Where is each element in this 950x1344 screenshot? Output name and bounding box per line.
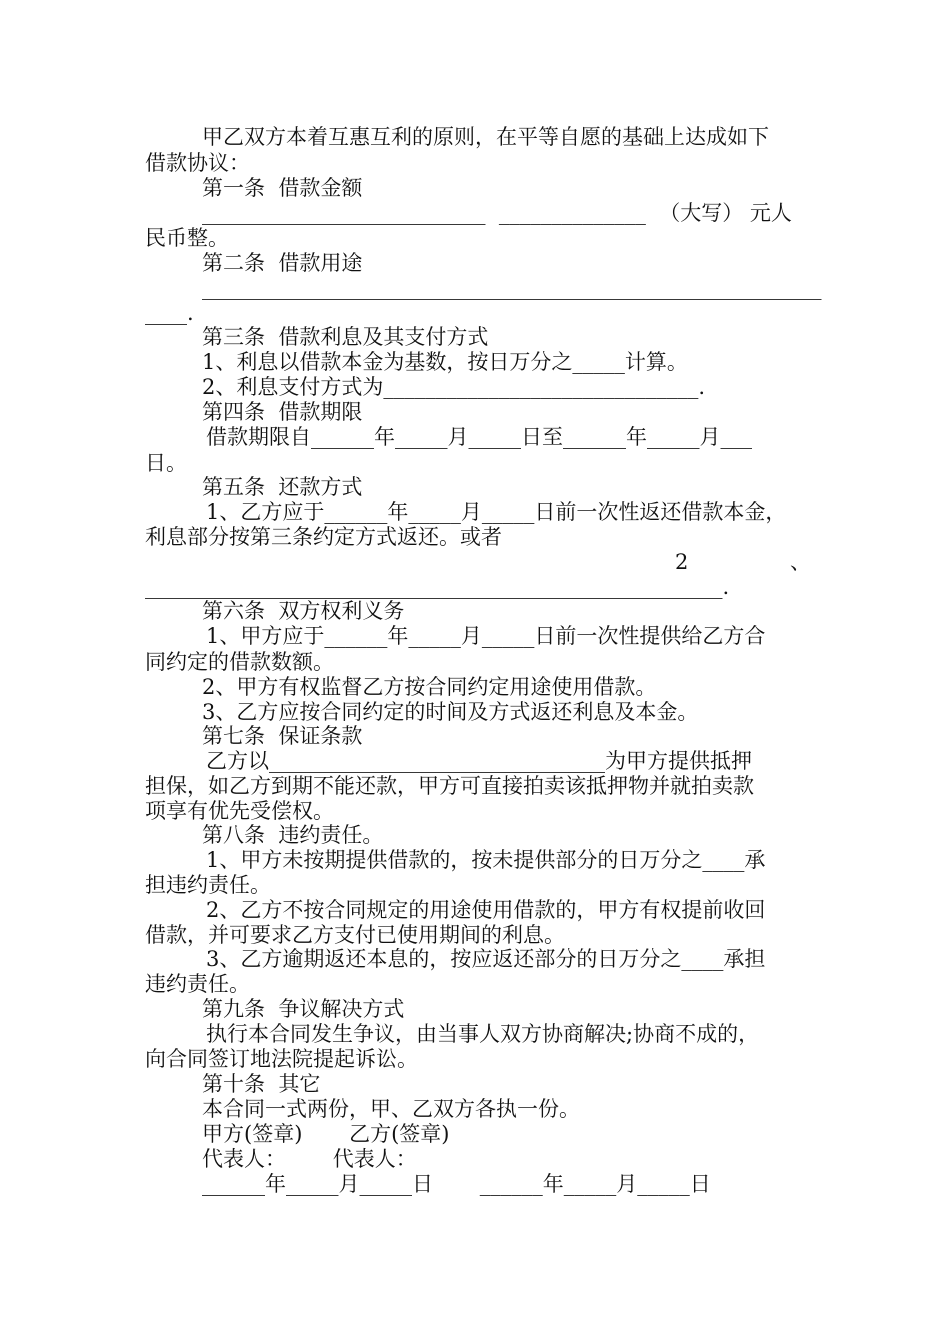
signature-parties: 甲方(签章) 乙方(签章) [202, 1122, 450, 1146]
article-9-text-1: 执行本合同发生争议，由当事人双方协商解决;协商不成的， [206, 1022, 760, 1046]
article-7-text-3: 项享有优先受偿权。 [145, 799, 334, 823]
article-6-item-3: 3、乙方应按合同约定的时间及方式返还利息及本金。 [202, 700, 699, 724]
article-7-text-1: 乙方以________________________________为甲方提供抵押 [206, 749, 752, 773]
signature-representatives: 代表人： 代表人： [202, 1147, 417, 1171]
article-8-item-2-cont: 借款，并可要求乙方支付已使用期间的利息。 [145, 923, 565, 947]
article-9-text-2: 向合同签订地法院提起诉讼。 [145, 1047, 418, 1071]
article-4-term-cont: 日。 [145, 451, 187, 475]
intro-line-2: 借款协议： [145, 151, 250, 175]
article-2-blank-cont: ____. [145, 301, 194, 325]
article-1-amount: ___________________________ ______________ （大写） 元人 [202, 201, 792, 225]
article-6-item-1-cont: 同约定的借款数额。 [145, 650, 334, 674]
article-6-item-1: 1、甲方应于______年_____月_____日前一次性提供给乙方合 [206, 624, 766, 648]
article-8-item-1: 1、甲方未按期提供借款的，按未提供部分的日万分之____承 [206, 848, 766, 872]
article-5-item-2-mark: 、 [790, 550, 811, 574]
article-8-heading: 第八条 违约责任。 [202, 823, 384, 847]
article-5-heading: 第五条 还款方式 [202, 475, 363, 499]
article-4-term: 借款期限自______年_____月_____日至______年_____月___ [206, 425, 752, 449]
intro-line-1: 甲乙双方本着互惠互利的原则，在平等自愿的基础上达成如下 [202, 125, 769, 149]
article-8-item-2: 2、乙方不按合同规定的用途使用借款的，甲方有权提前收回 [206, 898, 766, 922]
article-9-heading: 第九条 争议解决方式 [202, 997, 405, 1021]
article-3-item-2: 2、利息支付方式为______________________________. [202, 375, 706, 399]
article-7-text-2: 担保，如乙方到期不能还款，甲方可直接拍卖该抵押物并就拍卖款 [145, 774, 754, 798]
article-6-heading: 第六条 双方权利义务 [202, 599, 405, 623]
article-1-amount-cont: 民币整。 [145, 226, 229, 250]
article-7-heading: 第七条 保证条款 [202, 724, 363, 748]
article-5-item-1: 1、乙方应于______年_____月_____日前一次性返还借款本金， [206, 500, 787, 524]
article-10-text: 本合同一式两份，甲、乙双方各执一份。 [202, 1097, 580, 1121]
article-2-blank: ___________________________________________________________ [202, 276, 822, 300]
article-6-item-2: 2、甲方有权监督乙方按合同约定用途使用借款。 [202, 675, 657, 699]
article-8-item-3-cont: 违约责任。 [145, 972, 250, 996]
article-5-item-2-blank: _______________________________________________________. [145, 575, 730, 599]
article-5-item-2-number: 2 [675, 550, 689, 574]
article-8-item-3: 3、乙方逾期返还本息的，按应返还部分的日万分之____承担 [206, 947, 766, 971]
article-10-heading: 第十条 其它 [202, 1072, 321, 1096]
article-2-heading: 第二条 借款用途 [202, 251, 363, 275]
article-3-heading: 第三条 借款利息及其支付方式 [202, 325, 489, 349]
article-1-heading: 第一条 借款金额 [202, 176, 363, 200]
article-4-heading: 第四条 借款期限 [202, 400, 363, 424]
article-5-item-1-cont: 利息部分按第三条约定方式返还。或者 [145, 525, 502, 549]
article-8-item-1-cont: 担违约责任。 [145, 873, 271, 897]
signature-dates: ______年_____月_____日 ______年_____月_____日 [202, 1172, 711, 1196]
article-3-item-1: 1、利息以借款本金为基数，按日万分之_____计算。 [202, 350, 688, 374]
